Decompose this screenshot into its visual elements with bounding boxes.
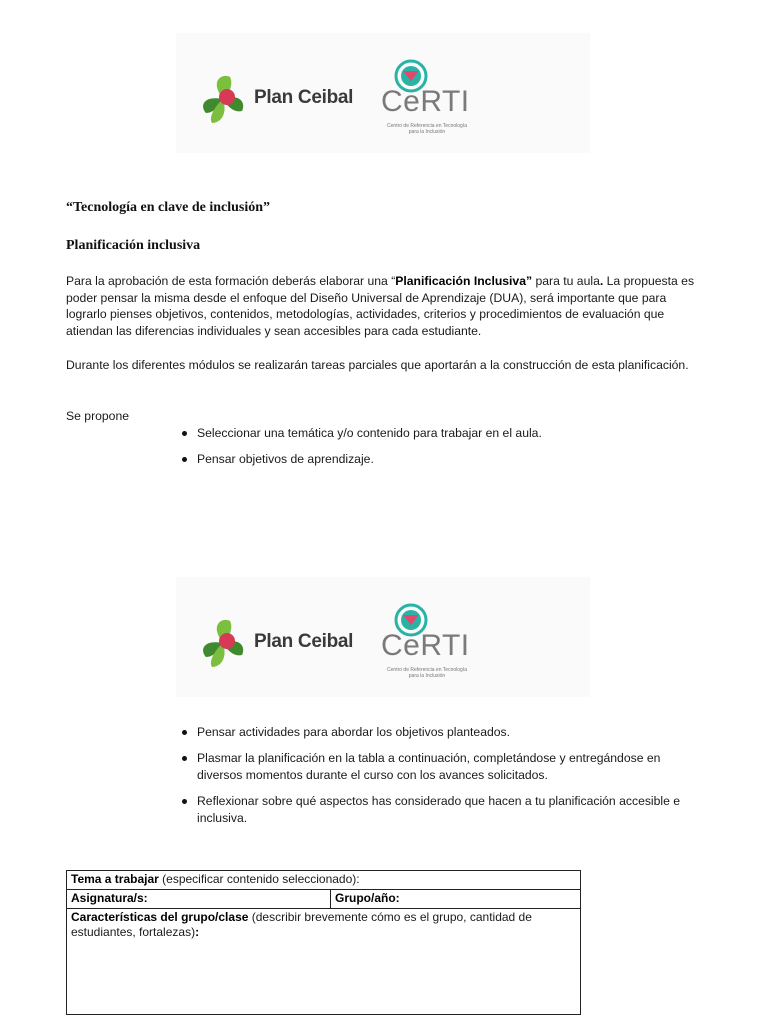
group-characteristics-cell[interactable]: Características del grupo/clase (describir brevemente cómo es el grupo, cantidad de estudiantes, fortalezas): bbox=[67, 909, 581, 1015]
certi-logo-subtitle: Centro de Referencia en Tecnología para la Inclusión bbox=[387, 123, 467, 135]
header-banner bbox=[176, 33, 590, 153]
list-item: Pensar actividades para abordar los objetivos planteados. bbox=[180, 724, 700, 741]
document-title: “Tecnología en clave de inclusión” bbox=[66, 200, 271, 215]
topic-cell[interactable]: Tema a trabajar (especificar contenido seleccionado): bbox=[67, 871, 581, 890]
proposal-list-page2 bbox=[180, 724, 700, 836]
plan-ceibal-logo-text: Plan Ceibal bbox=[254, 631, 354, 652]
plan-ceibal-logo-icon bbox=[198, 617, 248, 669]
plan-ceibal-logo-icon bbox=[198, 73, 248, 125]
header-banner-page2 bbox=[176, 577, 590, 697]
proposal-list-page1 bbox=[180, 425, 700, 477]
certi-logo-text: CeRTI bbox=[381, 85, 470, 118]
proposal-label: Se propone bbox=[66, 409, 130, 423]
intro-paragraph: Para la aprobación de esta formación deberás elaborar una “Planificación Inclusiva” para tu aula. La propuesta es poder pensar la misma desde el enfoque del Diseño Universal de Aprendizaje (DUA), será importante que para lograrlo pienses objetivos, contenidos, metodologías, actividades, criterios y procedimientos de evaluación que atiendan las diferencias individuales y sean accesibles para cada estudiante. bbox=[66, 274, 695, 339]
section-heading: Planificación inclusiva bbox=[66, 238, 201, 253]
list-item: Pensar objetivos de aprendizaje. bbox=[180, 451, 700, 468]
subject-cell[interactable]: Asignatura/s: bbox=[67, 890, 331, 909]
list-item: Reflexionar sobre qué aspectos has considerado que hacen a tu planificación accesible e inclusiva. bbox=[180, 793, 700, 826]
list-item: Seleccionar una temática y/o contenido para trabajar en el aula. bbox=[180, 425, 700, 442]
list-item: Plasmar la planificación en la tabla a continuación, completándose y entregándose en diversos momentos durante el curso con los avances solicitados. bbox=[180, 750, 700, 783]
certi-logo-text: CeRTI bbox=[381, 629, 470, 662]
certi-logo-subtitle: Centro de Referencia en Tecnología para la Inclusión bbox=[387, 667, 467, 679]
planning-table bbox=[66, 870, 581, 1015]
plan-ceibal-logo-text: Plan Ceibal bbox=[254, 87, 354, 108]
modules-paragraph: Durante los diferentes módulos se realizarán tareas parciales que aportarán a la construcción de esta planificación. bbox=[66, 358, 689, 372]
group-year-cell[interactable]: Grupo/año: bbox=[331, 890, 581, 909]
